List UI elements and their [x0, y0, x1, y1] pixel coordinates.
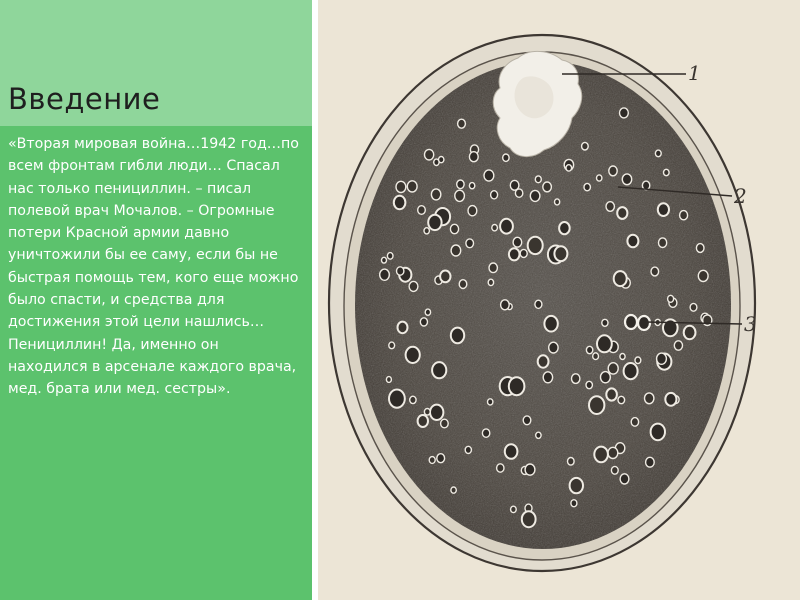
- bacterial-colony: [696, 244, 704, 253]
- bacterial-colony: [397, 267, 404, 275]
- bacterial-colony: [501, 300, 510, 310]
- title-band: [0, 0, 312, 126]
- bacterial-colony: [625, 315, 637, 329]
- bacterial-colony: [428, 215, 441, 230]
- bacterial-colony: [511, 506, 517, 512]
- callout-number-3: 3: [744, 312, 757, 336]
- bacterial-colony: [451, 487, 456, 493]
- bacterial-colony: [418, 415, 428, 427]
- bacterial-colony: [410, 396, 416, 403]
- bacterial-colony: [406, 347, 420, 363]
- bacterial-colony: [441, 419, 449, 428]
- bacterial-colony: [646, 457, 655, 467]
- bacterial-colony: [394, 196, 406, 209]
- bacterial-colony: [492, 225, 498, 231]
- bacterial-colony: [500, 219, 513, 234]
- bacterial-colony: [407, 181, 417, 192]
- callout-number-1: 1: [688, 61, 701, 85]
- bacterial-colony: [655, 150, 661, 157]
- bacterial-colony: [664, 169, 670, 175]
- bacterial-colony: [586, 346, 592, 353]
- bacterial-colony: [593, 353, 599, 360]
- callout-number-2: 2: [734, 184, 747, 208]
- bacterial-colony: [429, 457, 435, 464]
- bacterial-colony: [535, 176, 541, 183]
- bacterial-colony: [523, 416, 531, 425]
- bacterial-colony: [584, 183, 590, 190]
- bacterial-colony: [606, 388, 617, 400]
- bacterial-colony: [513, 237, 522, 247]
- bacterial-colony: [609, 166, 617, 176]
- bacterial-colony: [665, 393, 676, 406]
- petri-dish-figure: [318, 0, 800, 600]
- bacterial-colony: [434, 159, 439, 165]
- bacterial-colony: [505, 444, 518, 459]
- bacterial-colony: [674, 341, 682, 350]
- bacterial-colony: [608, 363, 618, 374]
- bacterial-colony: [482, 429, 489, 437]
- bacterial-colony: [618, 396, 625, 403]
- bacterial-colony: [458, 119, 466, 128]
- bacterial-colony: [624, 363, 638, 379]
- bacterial-colony: [544, 316, 557, 332]
- bacterial-colony: [503, 154, 509, 161]
- bacterial-colony: [409, 281, 418, 291]
- bacterial-colony: [601, 372, 611, 383]
- bacterial-colony: [668, 295, 674, 302]
- bacterial-colony: [469, 183, 474, 189]
- bacterial-colony: [594, 447, 608, 463]
- bacterial-colony: [398, 322, 408, 334]
- bacterial-colony: [597, 335, 612, 352]
- bacterial-colony: [497, 464, 504, 472]
- bacterial-colony: [469, 152, 478, 162]
- bacterial-colony: [635, 357, 641, 364]
- bacterial-colony: [651, 424, 665, 441]
- bacterial-colony: [424, 228, 429, 234]
- bacterial-colony: [488, 279, 493, 285]
- bacterial-colony: [659, 238, 667, 248]
- bacterial-colony: [387, 253, 393, 260]
- petri-dish-illustration: [318, 0, 800, 600]
- bacterial-colony: [571, 500, 577, 507]
- bacterial-colony: [382, 257, 387, 263]
- bacterial-colony: [572, 374, 580, 384]
- bacterial-colony: [570, 478, 583, 493]
- bacterial-colony: [437, 454, 445, 463]
- slide-title: Введение: [8, 82, 161, 116]
- bacterial-colony: [536, 432, 541, 438]
- bacterial-colony: [698, 270, 708, 281]
- bacterial-colony: [457, 180, 464, 189]
- bacterial-colony: [627, 235, 638, 248]
- bacterial-colony: [559, 222, 570, 234]
- bacterial-colony: [425, 309, 430, 315]
- bacterial-colony: [491, 191, 498, 199]
- bacterial-colony: [466, 239, 474, 248]
- bacterial-colony: [651, 267, 659, 276]
- bacterial-colony: [690, 303, 697, 311]
- bacterial-colony: [484, 170, 494, 181]
- bacterial-colony: [418, 206, 426, 215]
- bacterial-colony: [455, 190, 465, 201]
- bacterial-colony: [468, 206, 477, 216]
- bacterial-colony: [522, 511, 536, 527]
- bacterial-colony: [602, 319, 608, 326]
- bacterial-colony: [568, 458, 575, 466]
- text-panel: [0, 0, 312, 600]
- bacterial-colony: [543, 372, 552, 383]
- bacterial-colony: [488, 399, 493, 405]
- bacterial-colony: [528, 237, 543, 254]
- bacterial-colony: [459, 280, 467, 289]
- bacterial-colony: [614, 271, 627, 286]
- bacterial-colony: [657, 353, 667, 364]
- bacterial-colony: [509, 248, 520, 260]
- bacterial-colony: [525, 464, 535, 475]
- bacterial-colony: [658, 203, 669, 216]
- bacterial-colony: [680, 211, 688, 220]
- bacterial-colony: [582, 142, 589, 150]
- bacterial-colony: [465, 446, 471, 453]
- bacterial-colony: [451, 328, 464, 344]
- bacterial-colony: [425, 149, 434, 160]
- bacterial-colony: [530, 190, 540, 201]
- bacterial-colony: [589, 396, 604, 414]
- bacterial-colony: [608, 447, 618, 458]
- bacterial-colony: [617, 207, 627, 219]
- bacterial-colony: [520, 249, 527, 257]
- bacterial-colony: [430, 405, 443, 420]
- bacterial-colony: [611, 466, 618, 474]
- bacterial-colony: [389, 342, 395, 349]
- bacterial-colony: [684, 326, 696, 339]
- bacterial-colony: [510, 180, 519, 190]
- bacterial-colony: [555, 199, 560, 205]
- bacterial-colony: [440, 271, 450, 283]
- bacterial-colony: [606, 202, 614, 212]
- bacterial-colony: [538, 355, 549, 367]
- bacterial-colony: [424, 409, 430, 416]
- bacterial-colony: [396, 181, 406, 192]
- bacterial-colony: [432, 362, 446, 378]
- bacterial-colony: [389, 390, 405, 408]
- bacterial-colony: [549, 342, 558, 353]
- bacterial-colony: [638, 316, 650, 330]
- bacterial-colony: [509, 377, 525, 395]
- bacterial-colony: [535, 300, 542, 308]
- bacterial-colony: [543, 182, 552, 192]
- bacterial-colony: [380, 269, 390, 280]
- bacterial-colony: [622, 174, 631, 185]
- bacterial-colony: [489, 263, 497, 273]
- bacterial-colony: [450, 224, 458, 233]
- bacterial-colony: [631, 418, 638, 427]
- bacterial-colony: [620, 354, 625, 360]
- bacterial-colony: [554, 246, 567, 261]
- bacterial-colony: [566, 165, 572, 171]
- bacterial-colony: [431, 189, 440, 200]
- bacterial-colony: [597, 175, 602, 181]
- bacterial-colony: [586, 381, 592, 388]
- bacterial-colony: [386, 377, 391, 383]
- bacterial-colony: [620, 108, 629, 118]
- bacterial-colony: [620, 474, 629, 484]
- slide-body-text: «Вторая мировая война…1942 год…по всем фронтам гибли люди… Спасал нас только пенициллин. – писал полевой врач Мочалов. – Огромные потери Красной армии давно уничтожили бы ее саму, если бы не быстрая помощь тем, кого еще можно было спасти, и средства для достижения этой цели нашлись… Пенициллин! Да, именно он находился в арсенале каждого врача, мед. брата или мед. сестры».: [8, 136, 299, 398]
- bacterial-colony: [645, 393, 654, 404]
- bacterial-colony: [420, 318, 427, 326]
- bacterial-colony: [451, 245, 461, 256]
